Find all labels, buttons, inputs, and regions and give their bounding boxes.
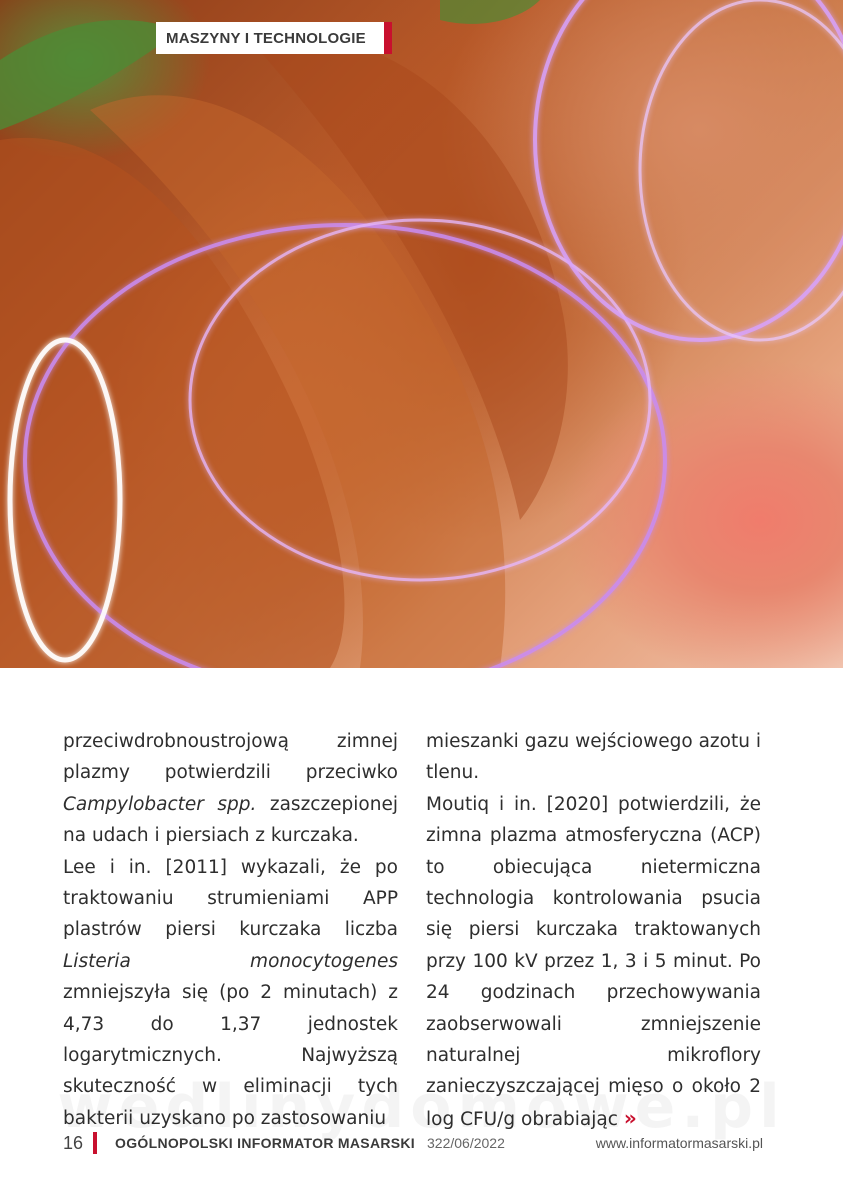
footer-divider [93, 1132, 97, 1154]
article-paragraph: przeciwdrobnoustrojową zimnej plazmy potwierdzili przeciwko Campylobacter spp. zaszczepionej na udach i piersiach z kurczaka. [63, 731, 398, 847]
section-tag [156, 22, 392, 54]
article-paragraph-text: Moutiq i in. [2020] potwierdzili, że zimna plazma atmosferyczna (ACP) to obiecująca nietermiczna technologia kontrolowania psucia się piersi kurczaka traktowanych przy 100 kV przez 1, 3 i 5 minut. Po 24 godzinach przechowywania zaobserwowali zmniejszenie naturalnej mikroflory zanieczyszczającej mięso o około 2 log CFU/g obrabiając [426, 793, 761, 1130]
page-footer [63, 1130, 763, 1156]
website-link[interactable]: www.informatormasarski.pl [595, 1135, 763, 1151]
continue-arrow-icon[interactable]: » [623, 1105, 637, 1130]
section-title: MASZYNY I TECHNOLOGIE [166, 29, 366, 47]
publication-name: OGÓLNOPOLSKI INFORMATOR MASARSKI [115, 1135, 416, 1151]
issue-number: 322/06/2022 [427, 1135, 505, 1151]
page-number: 16 [63, 1132, 84, 1153]
article-paragraph: Lee i in. [2011] wykazali, że po traktowaniu strumieniami APP plastrów piersi kurczaka liczba Listeria monocytogenes zmniejszyła się (po 2 minutach) z 4,73 do 1,37 jednostek logarytmicznych. Najwyższą skuteczność w eliminacji tych bakterii uzyskano po zastosowaniu [63, 856, 398, 1129]
article-paragraph: mieszanki gazu wejściowego azotu i tlenu. [426, 731, 761, 784]
